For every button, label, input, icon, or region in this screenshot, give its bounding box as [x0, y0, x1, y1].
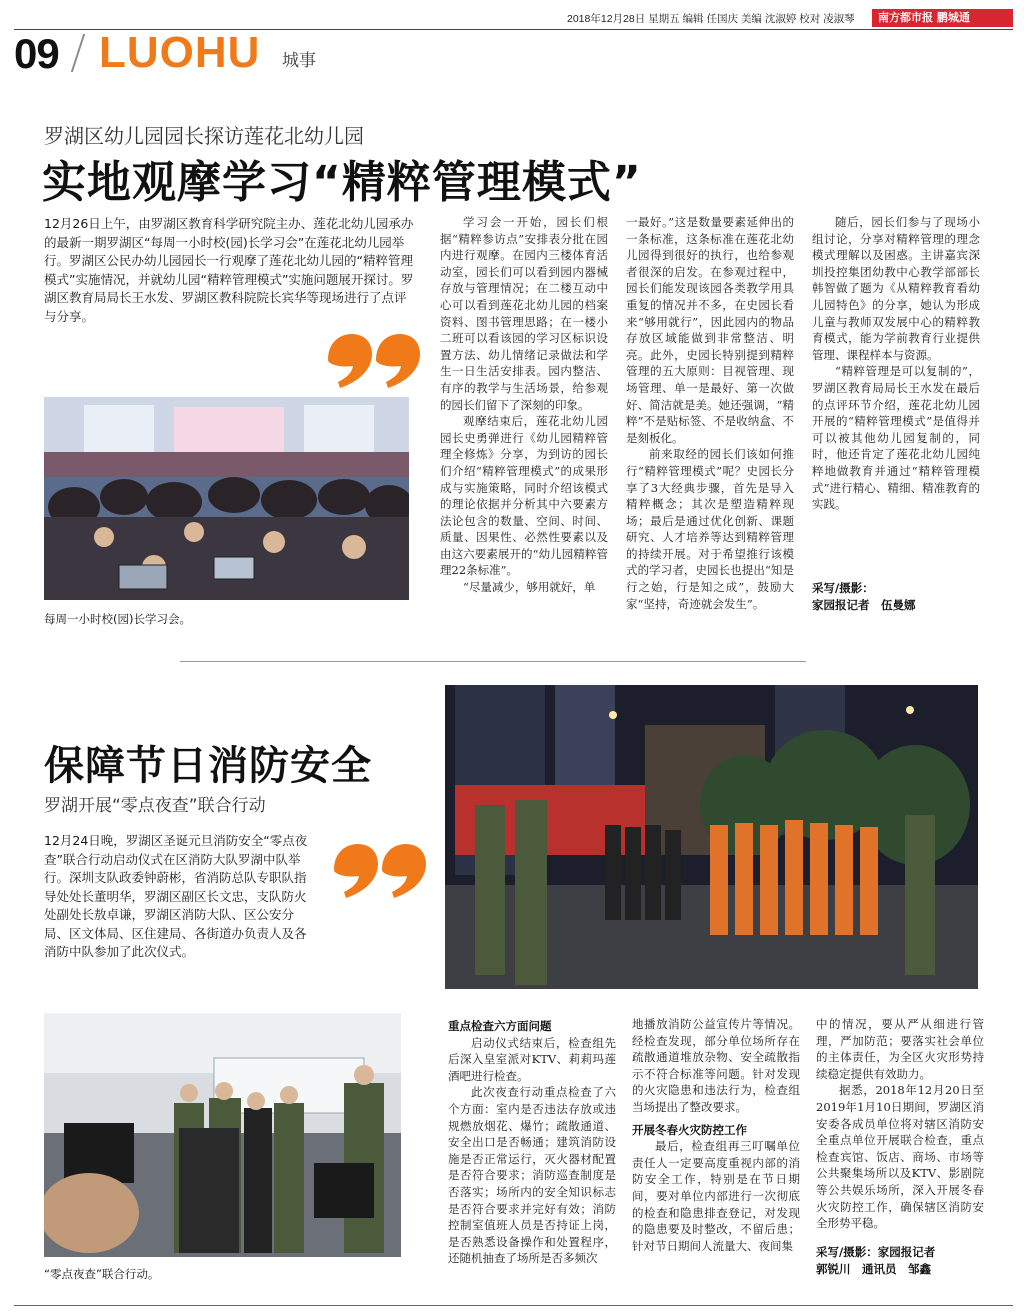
paragraph: 随后，园长们参与了现场小组讨论，分享对精粹管理的理念模式理解以及困惑。主讲嘉宾深圳投控集团幼教中心教学部部长韩智做了题为《从精粹教育看幼儿园特色》的分享，她认为形成儿童与教师双发展中心的精粹教育模式，能为学前教育行业提供管理、课程样本与资源。	[812, 215, 980, 362]
header-credits: 编辑 任国庆 美编 沈淑婷 校对 凌淑琴	[682, 13, 855, 25]
newspaper-logo	[872, 9, 1013, 27]
paragraph: 据悉，2018年12月20日至2019年1月10日期间，罗湖区消安委各成员单位将对辖区消防安全重点单位开展联合检查，重点检查宾馆、饭店、商场、市场等公共聚集场所以及KTV、影剧院等公共娱乐场所，深入开展冬春火灾防控工作，确保辖区消防安全形势平稳。	[816, 1083, 984, 1231]
section-subhead: 开展冬春火灾防控工作	[632, 1122, 747, 1137]
quote-mark-icon	[318, 330, 428, 390]
article1-lead: 12月26日上午，由罗湖区教育科学研究院主办、莲花北幼儿园承办的最新一期罗湖区“每周一小时校(园)长学习会”在莲花北幼儿园举行。罗湖区公民办幼儿园园长一行观摩了莲花北幼儿园的“精粹管理模式”实施情况，并就幼儿园“精粹管理模式”实施问题展开探讨。罗湖区教育局局长王水发、罗湖区教科院院长宾华等现场进行了点评与分享。	[44, 216, 414, 324]
article2-kicker: 罗湖开展“零点夜查”联合行动	[44, 796, 266, 816]
article1-byline	[812, 580, 980, 614]
byline-names: 家园报记者 伍曼娜	[812, 598, 916, 612]
paragraph: 一最好。”这是数量要素延伸出的一条标准，这条标准在莲花北幼儿园得到很好的执行，也给参观者很深的启发。在参观过程中，园长们能发现该园各类教学用具重复的情况并不多，在史园长看来“够用就行”，因此园内的物品存放区域能做到非常整洁、明亮。此外，史园长特别提到精粹管理的五大原则：目视管理、现场管理、单一是最好、第一次做好、简洁就是美。她还强调，“精粹”不是贴标签、不是收纳盒、不是刻板化。	[626, 215, 794, 445]
article2-photo-caption: “零点夜查”联合行动。	[44, 1267, 160, 1281]
paragraph: “精粹管理是可以复制的”，罗湖区教育局局长王水发在最后的点评环节介绍，莲花北幼儿园开展的“精粹管理模式”是值得并可以被其他幼儿园复制的，同时，他还肯定了莲花北幼儿园纯粹地做教育并通过“精粹管理模式”进行精心、精细、精准教育的实践。	[812, 364, 980, 512]
page-number: 09	[14, 30, 59, 77]
paragraph: 中的情况，要从严从细进行管理，严加防范；要落实社会单位的主体责任，为全区火灾形势持续稳定提供有效助力。	[816, 1017, 984, 1081]
paragraph: 最后，检查组再三叮嘱单位责任人一定要高度重视内部的消防安全工作，特别是在节日期间，要对单位内部进行一次彻底的检查和隐患排查登记，对发现的隐患要及时整改，不留后患；针对节日期间人流量大、夜间集	[632, 1139, 800, 1253]
article2-column-1	[448, 1016, 616, 1278]
page-slash	[71, 34, 85, 72]
quote-mark-icon	[324, 840, 434, 900]
article1-headline: 实地观摩学习“精粹管理模式”	[42, 157, 642, 208]
byline-label: 采写/摄影：家园报记者	[816, 1245, 936, 1259]
section-subtitle: 城事	[282, 51, 316, 71]
meeting-photo	[44, 397, 409, 600]
control-room-photo	[44, 1013, 401, 1257]
article1-photo-caption: 每周一小时校(园)长学习会。	[44, 612, 191, 626]
article2-headline: 保障节日消防安全	[44, 743, 372, 789]
article2-column-3	[816, 1016, 984, 1238]
article2-byline	[816, 1244, 984, 1278]
edition-name: 鹏城通	[936, 11, 970, 24]
paragraph: 地播放消防公益宣传片等情况。经检查发现，部分单位场所存在疏散通道堆放杂物、安全疏散指示不符合标准等问题。针对发现的火灾隐患和违法行为，检查组当场提出了整改要求。	[632, 1017, 800, 1114]
article1-column-3	[812, 214, 980, 574]
byline-label: 采写/摄影：	[812, 581, 874, 595]
header-meta	[567, 11, 855, 26]
paper-name: 南方都市报	[878, 11, 933, 24]
paragraph: 启动仪式结束后，检查组先后深入皇室派对KTV、莉莉玛莲酒吧进行检查。	[448, 1035, 616, 1083]
paragraph: 前来取经的园长们该如何推行“精粹管理模式”呢？史园长分享了3大经典步骤，首先是导入精粹概念；其次是塑造精粹现场；最后是通过优化创新、课题研究、人才培养等达到精粹管理的持续开展。对于希望推行该模式的学习者，史园长也提出“知是行之始，行是知之成”，鼓励大家“坚持，奇迹就会发生”。	[626, 447, 794, 611]
article1-column-1	[440, 214, 608, 614]
night-inspection-photo	[445, 685, 978, 989]
paragraph: 此次夜查行动重点检查了六个方面：室内是否违法存放或违规燃放烟花、爆竹；疏散通道、安全出口是否畅通；建筑消防设施是否正常运行，灭火器材配置是否符合要求；消防巡查制度是否落实；场所内的安全知识标志是否符合要求并完好有效；消防控制室值班人员是否持证上岗，是否熟悉设备操作和处置程序，还随机抽查了场所是否多频次	[448, 1085, 616, 1266]
article1-kicker: 罗湖区幼儿园园长探访莲花北幼儿园	[44, 124, 364, 148]
section-subhead: 重点检查六方面问题	[448, 1019, 552, 1033]
header-date: 2018年12月28日	[567, 13, 646, 25]
article-divider	[180, 661, 806, 662]
paragraph: 学习会一开始，园长们根据“精粹参访点”安排表分批在园内进行观摩。在园内三楼体育活动室，园长们可以看到园内器械存放与管理情况；在二楼互动中心可以看到莲花北幼儿园的档案资料、图书管理思路；在一楼小二班可以看该园的学习区标识设置方法、幼儿情绪记录做法和学生一日生活安排表。园内整洁、有序的教学与生活场景，给参观的园长们留下了深刻的印象。	[440, 215, 608, 412]
section-name: LUOHU	[99, 28, 261, 77]
paragraph: “尽量减少，够用就好，单	[463, 580, 596, 595]
footer-rule	[14, 1305, 1013, 1306]
header-weekday: 星期五	[648, 13, 680, 25]
paragraph: 观摩结束后，莲花北幼儿园园长史勇弹进行《幼儿园精粹管理全修炼》分享，为到访的园长们介绍“精粹管理模式”的成果形成与实施策略，同时介绍该模式的理论依据并分析其中六要素方法论包含的数量、空间、时间、质量、因果性、必然性要素以及由这六要素展开的“幼儿园精粹管理22条标准”。	[440, 414, 608, 578]
article1-column-2	[626, 214, 794, 614]
article2-column-2	[632, 1016, 800, 1278]
article2-lead: 12月24日晚，罗湖区圣诞元旦消防安全“零点夜查”联合行动启动仪式在区消防大队罗湖中队举行。深圳支队政委钟蔚彬，省消防总队专职队指导处处长董明华，罗湖区副区长文忠，支队防火处副处长敖卓谦，罗湖区消防大队、区公安分局、区文体局、区住建局、各街道办负责人及各消防中队参加了此次仪式。	[44, 833, 308, 959]
byline-names: 郭锐川 通讯员 邹鑫	[816, 1262, 931, 1276]
